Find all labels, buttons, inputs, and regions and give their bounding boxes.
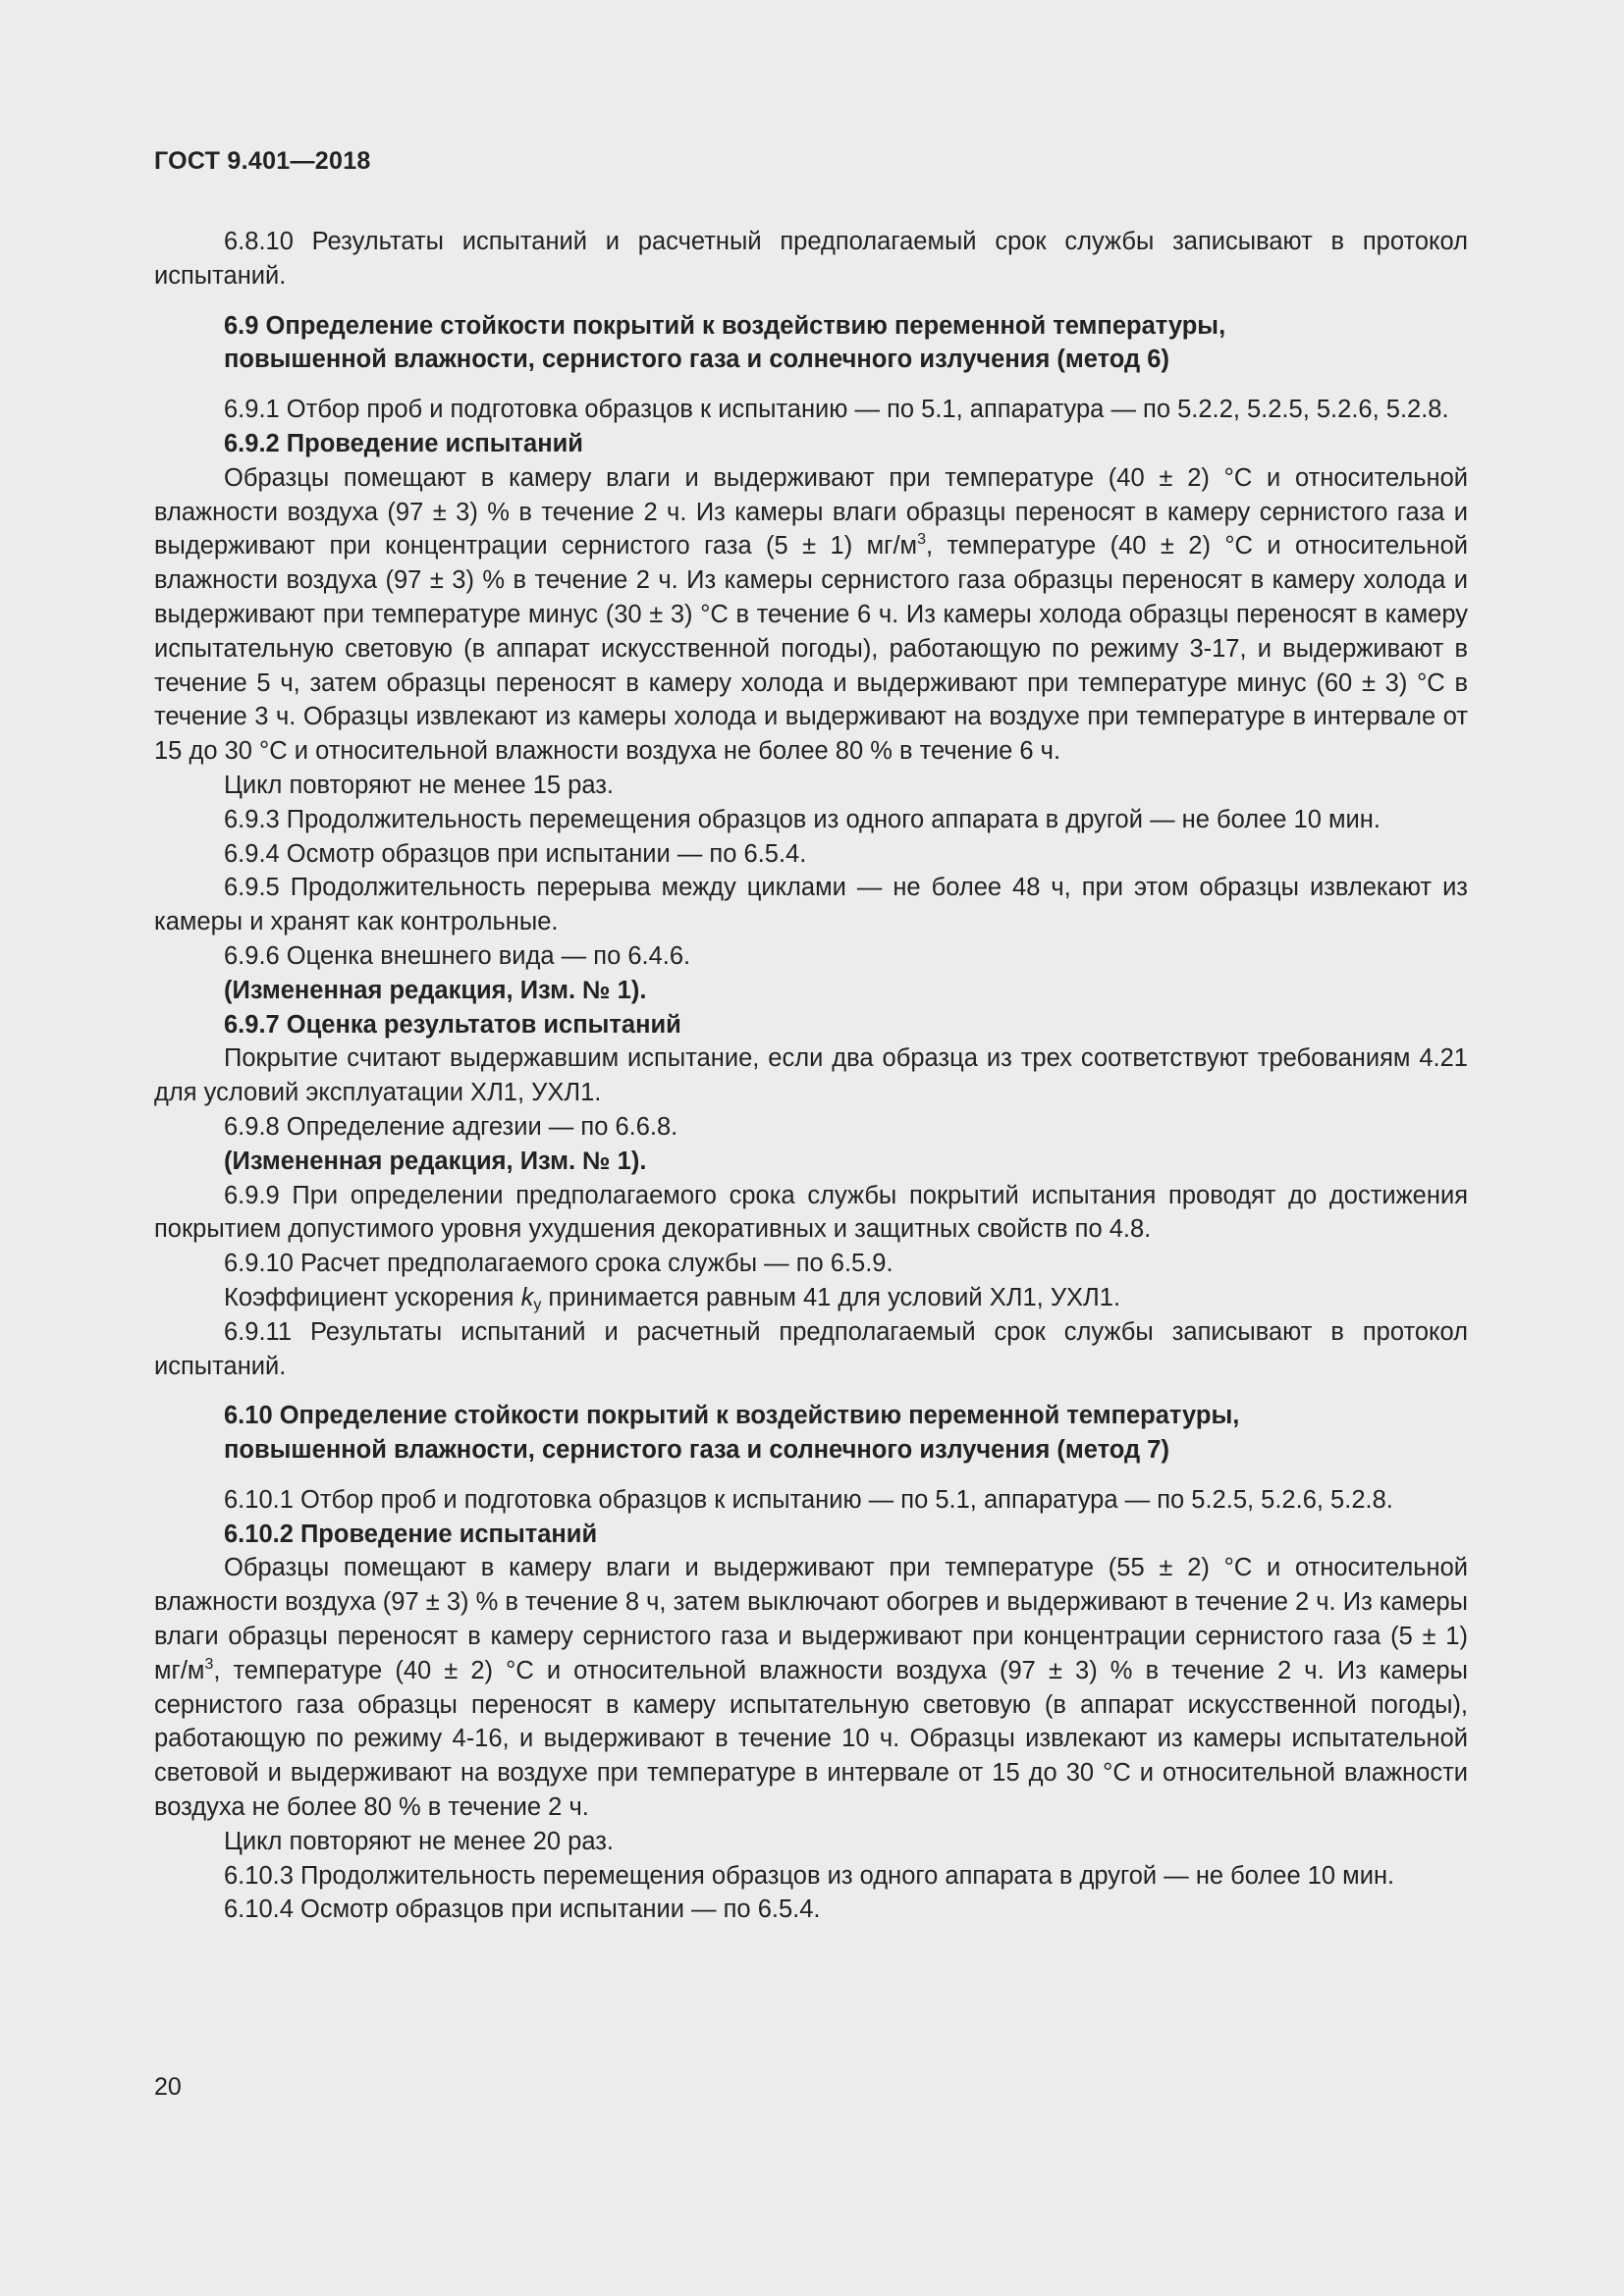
section-6-10-title-line1: 6.10 Определение стойкости покрытий к воздействию переменной температуры, [224,1402,1240,1430]
clause-6-10-2-heading: 6.10.2 Проведение испытаний [224,1520,598,1548]
section-6-9-title-line1: 6.9 Определение стойкости покрытий к воздействию переменной температуры, [224,311,1226,340]
clause-6-10-4: 6.10.4 Осмотр образцов при испытании — по 6.5.4. [224,1896,821,1924]
section-6-9-title [154,309,1468,378]
text-part: принимается равным 41 для условий ХЛ1, УХЛ1. [541,1283,1121,1311]
symbol-k: k [520,1283,534,1311]
clause-6-10-1: 6.10.1 Отбор проб и подготовка образцов к испытанию — по 5.1, аппаратура — по 5.2.5, 5.2.6, 5.2.8. [224,1485,1393,1514]
clause-6-9-7-heading: 6.9.7 Оценка результатов испытаний [224,1010,681,1039]
clause-6-9-2-heading: 6.9.2 Проведение испытаний [224,429,583,457]
page-number: 20 [154,2073,182,2101]
clause-6-9-3: 6.9.3 Продолжительность перемещения образцов из одного аппарата в другой — не более 10 мин. [224,805,1380,833]
text-part: , температуре (40 ± 2) °С и относительной влажности воздуха (97 ± 3) % в течение 2 ч. Из камеры сернистого газа образцы переносят в камеру испытательную световую (в аппарат искусственной погоды), работающую по режиму 4-16, и выдерживают в течение 10 ч. Образцы извлекают из камеры испытательной световой и выдерживают на воздухе при температуре в интервале от 15 до 30 °С и относительной влажности воздуха не более 80 % в течение 2 ч. [154,1656,1468,1822]
amendment-note: (Измененная редакция, Изм. № 1). [224,1147,647,1175]
clause-6-10-2-cycle: Цикл повторяют не менее 20 раз. [224,1827,614,1855]
clause-6-9-10-coefficient [154,1281,1468,1315]
text-part: Коэффициент ускорения [224,1283,521,1311]
amendment-note: (Измененная редакция, Изм. № 1). [224,976,647,1004]
section-6-10-title [154,1399,1468,1468]
clause-6-9-1: 6.9.1 Отбор проб и подготовка образцов к испытанию — по 5.1, аппаратура — по 5.2.2, 5.2.5, 5.2.6, 5.2.8. [224,396,1449,424]
clause-6-9-8: 6.9.8 Определение адгезии — по 6.6.8. [224,1112,678,1141]
clause-6-10-2-text [154,1551,1468,1824]
clause-6-10-3: 6.10.3 Продолжительность перемещения образцов из одного аппарата в другой — не более 10 мин. [224,1861,1395,1890]
clause-6-9-5: 6.9.5 Продолжительность перерыва между циклами — не более 48 ч, при этом образцы извлекают из камеры и хранят как контрольные. [154,874,1468,936]
clause-6-9-10: 6.9.10 Расчет предполагаемого срока службы — по 6.5.9. [224,1250,893,1278]
document-header: ГОСТ 9.401—2018 [154,147,371,175]
section-6-10-title-line2: повышенной влажности, сернистого газа и солнечного излучения (метод 7) [224,1436,1169,1465]
superscript: 3 [204,1655,214,1673]
clause-6-8-10: 6.8.10 Результаты испытаний и расчетный предполагаемый срок службы записывают в протокол испытаний. [154,228,1468,290]
text-part: Образцы помещают в камеру влаги и выдерживают при температуре (40 ± 2) °С и относительной влажности воздуха (97 ± 3) % в течение 2 ч. Из камеры влаги образцы переносят в камеру сернистого газа и выдерживают при концентрации сернистого газа (5 ± 1) мг/м [154,463,1468,561]
clause-6-9-9: 6.9.9 При определении предполагаемого срока службы покрытий испытания проводят до достижения покрытием допустимого уровня ухудшения декоративных и защитных свойств по 4.8. [154,1181,1468,1244]
subscript: у [533,1296,542,1313]
page-body [154,225,1468,1927]
text-part: Образцы помещают в камеру влаги и выдерживают при температуре (55 ± 2) °С и относительной влажности воздуха (97 ± 3) % в течение 8 ч, затем выключают обогрев и выдерживают в течение 2 ч. Из камеры влаги образцы переносят в камеру сернистого газа и выдерживают при концентрации сернистого газа (5 ± 1) мг/м [154,1554,1468,1684]
clause-6-9-7-text: Покрытие считают выдержавшим испытание, если два образца из трех соответствуют требованиям 4.21 для условий эксплуатации ХЛ1, УХЛ1. [154,1044,1468,1107]
clause-6-9-2-cycle: Цикл повторяют не менее 15 раз. [224,771,614,799]
clause-6-9-11: 6.9.11 Результаты испытаний и расчетный предполагаемый срок службы записывают в протокол испытаний. [154,1317,1468,1380]
superscript: 3 [917,531,926,549]
section-6-9-title-line2: повышенной влажности, сернистого газа и солнечного излучения (метод 6) [224,346,1169,374]
clause-6-9-2-text [154,461,1468,769]
clause-6-9-4: 6.9.4 Осмотр образцов при испытании — по 6.5.4. [224,839,807,868]
text-part: , температуре (40 ± 2) °С и относительной влажности воздуха (97 ± 3) % в течение 2 ч. Из камеры сернистого газа образцы переносят в камеру холода и выдерживают при температуре минус (30 ± 3) °С в течение 6 ч. Из камеры холода образцы переносят в камеру испытательную световую (в аппарат искусственной погоды), работающую по режиму 3-17, и выдерживают в течение 5 ч, затем образцы переносят в камеру холода и выдерживают при температуре минус (60 ± 3) °С в течение 3 ч. Образцы извлекают из камеры холода и выдерживают на воздухе при температуре в интервале от 15 до 30 °С и относительной влажности воздуха не более 80 % в течение 6 ч. [154,532,1468,766]
clause-6-9-6: 6.9.6 Оценка внешнего вида — по 6.4.6. [224,941,691,970]
